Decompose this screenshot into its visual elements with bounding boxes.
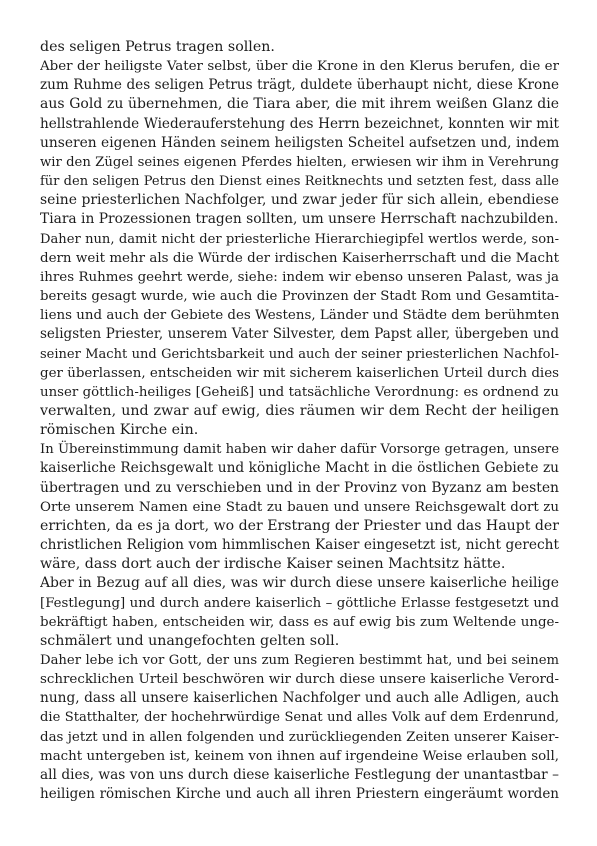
text-line: das jetzt und in allen folgenden und zurückliegenden Zeiten unserer Kaiser- [40, 729, 559, 745]
text-line: seine priesterlichen Nachfolger, und zwar jeder für sich allein, ebendiese [40, 192, 559, 209]
text-line: bereits gesagt wurde, wie auch die Provinzen der Stadt Rom und Gesamtita- [40, 289, 559, 305]
text-line: In Übereinstimmung damit haben wir daher dafür Vorsorge getragen, unsere [40, 442, 559, 458]
text-line: christlichen Religion vom himmlischen Kaiser eingesetzt ist, nicht gerecht [40, 537, 559, 554]
text-line: für den seligen Petrus den Dienst eines Reitknechts und setzten fest, dass alle [40, 174, 559, 190]
text-line: verwalten, und zwar auf ewig, dies räumen wir dem Recht der heiligen [40, 402, 559, 419]
text-line: schmälert und unangefochten gelten soll. [40, 632, 340, 649]
text-line: seiner Macht und Gerichtsbarkeit und auch der seiner priesterlichen Nachfol- [40, 346, 559, 362]
text-line: [Festlegung] und durch andere kaiserlich – göttliche Erlasse festgesetzt und [40, 595, 559, 611]
text-line: Tiara in Prozessionen tragen sollten, um unsere Herrschaft nachzubilden. [40, 211, 559, 228]
text-line: kaiserliche Reichsgewalt und königliche Macht in die östlichen Gebiete zu [40, 460, 559, 477]
text-line: unser göttlich-heiliges [Geheiß] und tatsächliche Verordnung: es ordnend zu [40, 384, 559, 400]
text-line: wäre, dass dort auch der irdische Kaiser seinen Machtsitz hätte. [40, 556, 506, 573]
text-line: liens und auch der Gebiete des Westens, Länder und Städte dem berühmten [40, 308, 559, 324]
text-line: ger überlassen, entscheiden wir mit sicherem kaiserlichen Urteil durch dies [40, 365, 559, 381]
text-line: Aber in Bezug auf all dies, was wir durch diese unsere kaiserliche heilige [40, 575, 559, 592]
text-line: errichten, da es ja dort, wo der Erstrang der Priester und das Haupt der [40, 517, 559, 534]
text-line: seligsten Priester, unserem Vater Silvester, dem Papst aller, übergeben und [40, 326, 559, 343]
text-line: ihres Ruhmes geehrt werde, siehe: indem wir ebenso unseren Palast, was ja [40, 269, 559, 285]
text-line: römischen Kirche ein. [40, 422, 199, 439]
text-line: Daher lebe ich vor Gott, der uns zum Regieren bestimmt hat, und bei seinem [40, 653, 559, 668]
text-line: Orte unserem Namen eine Stadt zu bauen und unsere Reichsgewalt dort zu [40, 499, 559, 515]
text-line: unseren eigenen Händen seinem heiligsten Scheitel aufsetzen und, indem [40, 134, 559, 151]
text-line: nung, dass all unsere kaiserlichen Nachfolger und auch alle Adligen, auch [40, 690, 559, 707]
text-line: aus Gold zu übernehmen, die Tiara aber, die mit ihrem weißen Glanz die [40, 96, 559, 113]
text-line: schrecklichen Urteil beschwören wir durch diese unsere kaiserliche Verord- [40, 672, 559, 688]
text-line: hellstrahlende Wiederauferstehung des Herrn bezeichnet, konnten wir mit [40, 115, 559, 132]
document-body [40, 38, 559, 804]
text-line: Aber der heiligste Vater selbst, über die Krone in den Klerus berufen, die er [40, 59, 559, 75]
text-line: Daher nun, damit nicht der priesterliche Hierarchiegipfel wertlos werde, son- [40, 231, 559, 247]
text-line: zum Ruhme des seligen Petrus trägt, duldete überhaupt nicht, diese Krone [40, 77, 559, 94]
text-line: des seligen Petrus tragen sollen. [40, 39, 275, 55]
text-line: heiligen römischen Kirche und auch all ihren Priestern eingeräumt worden [40, 786, 559, 803]
text-line: macht untergeben ist, keinem von ihnen auf irgendeine Weise erlauben soll, [40, 748, 559, 764]
text-line: die Statthalter, der hochehrwürdige Senat und alles Volk auf dem Erdenrund, [40, 710, 559, 726]
text-line: dern weit mehr als die Würde der irdischen Kaiserherrschaft und die Macht [40, 250, 559, 266]
text-line: wir den Zügel seines eigenen Pferdes hielten, erwiesen wir ihm in Verehrung [40, 154, 559, 170]
text-line: bekräftigt haben, entscheiden wir, dass es auf ewig bis zum Weltende unge- [40, 614, 559, 630]
text-line: all dies, was von uns durch diese kaiserliche Festlegung der unantastbar – [40, 766, 559, 783]
text-line: übertragen und zu verschieben und in der Provinz von Byzanz am besten [40, 479, 559, 496]
